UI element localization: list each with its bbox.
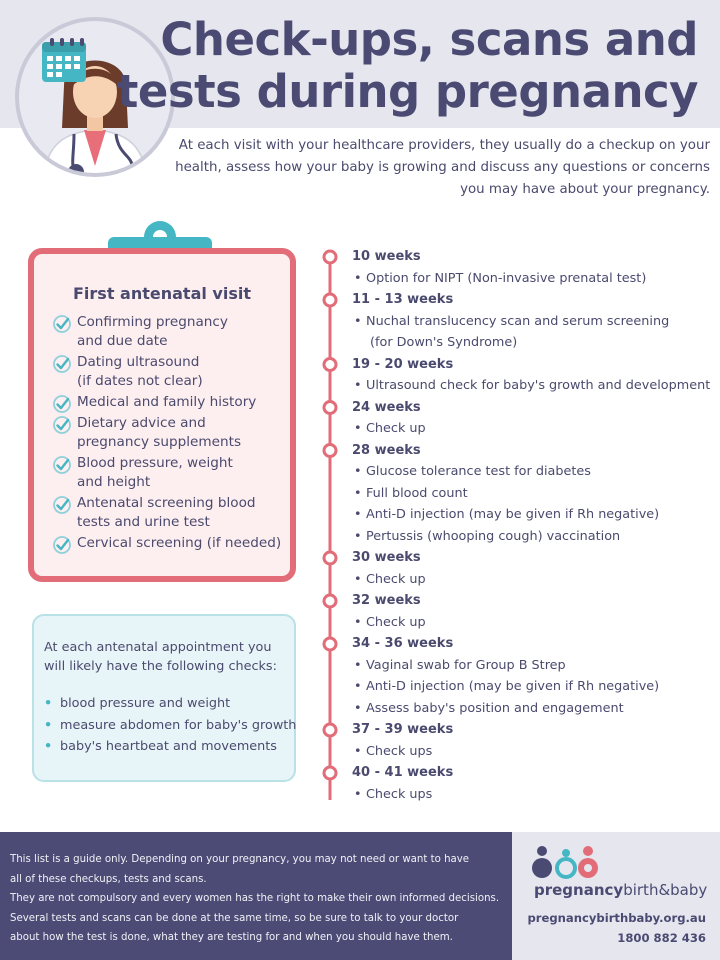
- family-logo-icon: [530, 842, 610, 880]
- footer-disclaimer-line: all of these checkups, tests and scans.: [10, 873, 207, 885]
- checklist-item-label: (if dates not clear): [77, 373, 203, 389]
- timeline-week-label: 34 - 36 weeks: [352, 636, 454, 651]
- timeline-week-label: 28 weeks: [352, 442, 421, 458]
- timeline-week-label: 24 weeks: [352, 399, 421, 415]
- timeline-week-label: 32 weeks: [352, 593, 421, 608]
- checklist-item-label: Dietary advice and: [77, 415, 206, 431]
- timeline-node: [324, 294, 336, 306]
- appointment-checks-list: [44, 693, 296, 758]
- timeline-node: [324, 445, 336, 457]
- appointment-check-item: • blood pressure and weight: [44, 693, 296, 715]
- checklist-item: [52, 494, 292, 532]
- timeline-item: • Pertussis (whooping cough) vaccination: [354, 528, 621, 544]
- timeline-item: • Check up: [354, 614, 426, 630]
- checklist-item-label: tests and urine test: [77, 514, 210, 530]
- footer-disclaimer-line: They are not compulsory and every women has the right to make their own informed decisions.: [10, 893, 500, 904]
- timeline-item: • Check ups: [354, 786, 433, 802]
- page-title: Check-ups, scans and tests during pregnancy: [116, 13, 698, 118]
- timeline-item: • Check ups: [354, 743, 433, 759]
- checkmark-circle-icon: [52, 354, 72, 374]
- checklist-item-label: Medical and family history: [77, 394, 257, 410]
- timeline-item: • Glucose tolerance test for diabetes: [354, 464, 591, 479]
- timeline-item: • Check up: [354, 571, 426, 587]
- footer-disclaimer-line: Several tests and scans can be done at the same time, so be sure to talk to your doctor: [10, 912, 459, 924]
- timeline-node: [324, 767, 336, 779]
- timeline-item: • Anti-D injection (may be given if Rh negative): [354, 507, 660, 522]
- appointment-check-item: • measure abdomen for baby's growth: [44, 715, 296, 737]
- timeline-node: [324, 402, 336, 414]
- timeline-node: [324, 724, 336, 736]
- timeline-item: (for Down's Syndrome): [370, 335, 518, 350]
- checkmark-circle-icon: [52, 415, 72, 435]
- checklist-item: [52, 313, 292, 351]
- checkmark-circle-icon: [52, 495, 72, 515]
- timeline-week-label: 19 - 20 weeks: [352, 356, 454, 372]
- timeline-item: • Assess baby's position and engagement: [354, 700, 624, 716]
- timeline-week-label: 37 - 39 weeks: [352, 722, 454, 737]
- timeline-node: [324, 552, 336, 564]
- first-visit-checklist: [52, 313, 292, 555]
- checkmark-circle-icon: [52, 394, 72, 414]
- checklist-item-label: and due date: [77, 333, 168, 349]
- timeline-item: • Option for NIPT (Non-invasive prenatal test): [354, 270, 647, 286]
- timeline-item: • Check up: [354, 421, 426, 436]
- checklist-item-label: Blood pressure, weight: [77, 455, 233, 471]
- checkmark-circle-icon: [52, 314, 72, 334]
- phone-number[interactable]: 1800 882 436: [617, 931, 706, 945]
- appointment-checks-intro: At each antenatal appointment you will likely have the following checks:: [44, 640, 277, 674]
- footer-disclaimer-line: This list is a guide only. Depending on your pregnancy, you may not need or want to have: [10, 854, 470, 865]
- timeline-node: [324, 638, 336, 650]
- timeline-week-label: 10 weeks: [352, 249, 421, 264]
- checkmark-circle-icon: [52, 535, 72, 555]
- footer-disclaimer-line: about how the test is done, what they are testing for and when you should have them.: [10, 932, 453, 943]
- appointment-check-item: • baby's heartbeat and movements: [44, 736, 296, 758]
- checklist-item-label: Dating ultrasound: [77, 354, 200, 370]
- timeline-node: [324, 359, 336, 371]
- timeline-line: [318, 240, 348, 800]
- checklist-item-label: Confirming pregnancy: [77, 314, 228, 330]
- timeline-item: • Ultrasound check for baby's growth and development: [354, 378, 711, 393]
- timeline-item: • Anti-D injection (may be given if Rh negative): [354, 679, 660, 694]
- checklist-item-label: pregnancy supplements: [77, 434, 242, 450]
- timeline-week-label: 30 weeks: [352, 550, 421, 565]
- timeline-node: [324, 251, 336, 263]
- intro-paragraph: At each visit with your healthcare providers, they usually do a checkup on your health, assess how your baby is growing and discuss any questions or concerns you may have about your pregnancy.: [175, 138, 710, 197]
- timeline-week-label: 11 - 13 weeks: [352, 292, 454, 307]
- checklist-item-label: Cervical screening (if needed): [77, 535, 282, 551]
- checkmark-circle-icon: [52, 455, 72, 475]
- checklist-item-label: Antenatal screening blood: [77, 495, 256, 511]
- checklist-item: [52, 534, 292, 553]
- website-link[interactable]: pregnancybirthbaby.org.au: [527, 911, 706, 925]
- timeline-item: • Nuchal translucency scan and serum screening: [354, 313, 670, 329]
- timeline-item: • Vaginal swab for Group B Strep: [354, 657, 566, 673]
- checklist-item-label: and height: [77, 474, 151, 490]
- timeline-item: • Full blood count: [354, 485, 468, 501]
- checklist-item: [52, 393, 292, 412]
- timeline-node: [324, 595, 336, 607]
- checklist-item: [52, 353, 292, 391]
- checklist-item: [52, 414, 292, 452]
- timeline-week-label: 40 - 41 weeks: [352, 765, 454, 780]
- checklist-item: [52, 454, 292, 492]
- first-visit-title: First antenatal visit: [73, 284, 251, 303]
- footer-disclaimer: [10, 850, 510, 948]
- brand-logo-text: pregnancybirth&baby: [534, 881, 708, 899]
